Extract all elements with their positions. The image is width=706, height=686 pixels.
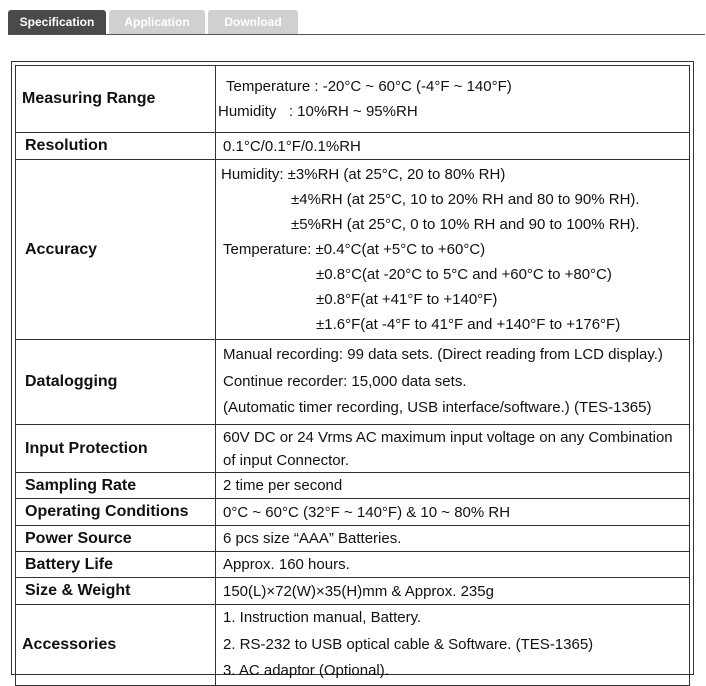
row-label-sampling-rate: Sampling Rate	[16, 473, 216, 499]
row-value-measuring-range	[216, 66, 690, 133]
spec-table-frame	[11, 61, 694, 679]
table-row	[16, 425, 690, 473]
row-label-accuracy: Accuracy	[16, 160, 216, 340]
row-value-size-weight: 150(L)×72(W)×35(H)mm & Approx. 235g	[216, 578, 690, 605]
row-label-battery-life: Battery Life	[16, 552, 216, 578]
row-label-accessories: Accessories	[16, 605, 216, 686]
row-label-input-protection: Input Protection	[16, 425, 216, 473]
row-label-power-source: Power Source	[16, 526, 216, 552]
row-label-measuring-range: Measuring Range	[16, 66, 216, 133]
datalogging-line: Continue recorder: 15,000 data sets.	[223, 372, 467, 390]
table-row	[16, 578, 690, 605]
tab-divider	[8, 34, 705, 35]
row-label-resolution: Resolution	[16, 133, 216, 160]
table-row	[16, 605, 690, 686]
tab-bar	[8, 10, 298, 34]
table-row	[16, 340, 690, 425]
row-value-battery-life: Approx. 160 hours.	[216, 552, 690, 578]
measuring-range-line-2: Humidity : 10%RH ~ 95%RH	[218, 103, 418, 120]
measuring-range-line-1: Temperature : -20°C ~ 60°C (-4°F ~ 140°F)	[226, 78, 512, 95]
row-value-resolution: 0.1°C/0.1°F/0.1%RH	[216, 133, 690, 160]
table-row	[16, 133, 690, 160]
accuracy-line: Temperature: ±0.4°C(at +5°C to +60°C)	[223, 241, 486, 258]
datalogging-line: (Automatic timer recording, USB interface/software.) (TES-1365)	[223, 399, 652, 417]
row-value-input-protection	[216, 425, 690, 473]
accuracy-line: ±0.8°C(at -20°C to 5°C and +60°C to +80°C)	[316, 266, 612, 283]
tab-download[interactable]: Download	[208, 10, 298, 34]
accuracy-line: ±1.6°F(at -4°F to 41°F and +140°F to +176°F)	[316, 316, 621, 333]
accuracy-line: ±4%RH (at 25°C, 10 to 20% RH and 80 to 90% RH).	[291, 191, 640, 208]
accuracy-line: ±0.8°F(at +41°F to +140°F)	[316, 291, 498, 308]
accessories-line: 2. RS-232 to USB optical cable & Software. (TES-1365)	[223, 635, 594, 653]
row-value-accessories	[216, 605, 690, 686]
row-value-power-source: 6 pcs size “AAA” Batteries.	[216, 526, 690, 552]
row-label-operating-conditions: Operating Conditions	[16, 499, 216, 526]
accessories-line: 3. AC adaptor (Optional).	[223, 662, 389, 679]
input-protection-line: 60V DC or 24 Vrms AC maximum input voltage on any Combination	[223, 428, 673, 446]
table-row	[16, 66, 690, 133]
spec-table	[15, 65, 690, 686]
row-value-operating-conditions: 0°C ~ 60°C (32°F ~ 140°F) & 10 ~ 80% RH	[216, 499, 690, 526]
table-row	[16, 552, 690, 578]
row-value-accuracy	[216, 160, 690, 340]
table-row	[16, 526, 690, 552]
table-row	[16, 473, 690, 499]
datalogging-line: Manual recording: 99 data sets. (Direct reading from LCD display.)	[223, 346, 663, 364]
tab-specification[interactable]: Specification	[8, 10, 106, 34]
row-value-datalogging	[216, 340, 690, 425]
row-label-size-weight: Size & Weight	[16, 578, 216, 605]
accuracy-line: Humidity: ±3%RH (at 25°C, 20 to 80% RH)	[221, 166, 506, 183]
input-protection-line: of input Connector.	[223, 451, 349, 469]
accessories-line: 1. Instruction manual, Battery.	[223, 609, 422, 626]
tab-application[interactable]: Application	[109, 10, 205, 34]
accuracy-line: ±5%RH (at 25°C, 0 to 10% RH and 90 to 100% RH).	[291, 216, 640, 233]
table-row	[16, 160, 690, 340]
table-row	[16, 499, 690, 526]
row-label-datalogging: Datalogging	[16, 340, 216, 425]
row-value-sampling-rate: 2 time per second	[216, 473, 690, 499]
